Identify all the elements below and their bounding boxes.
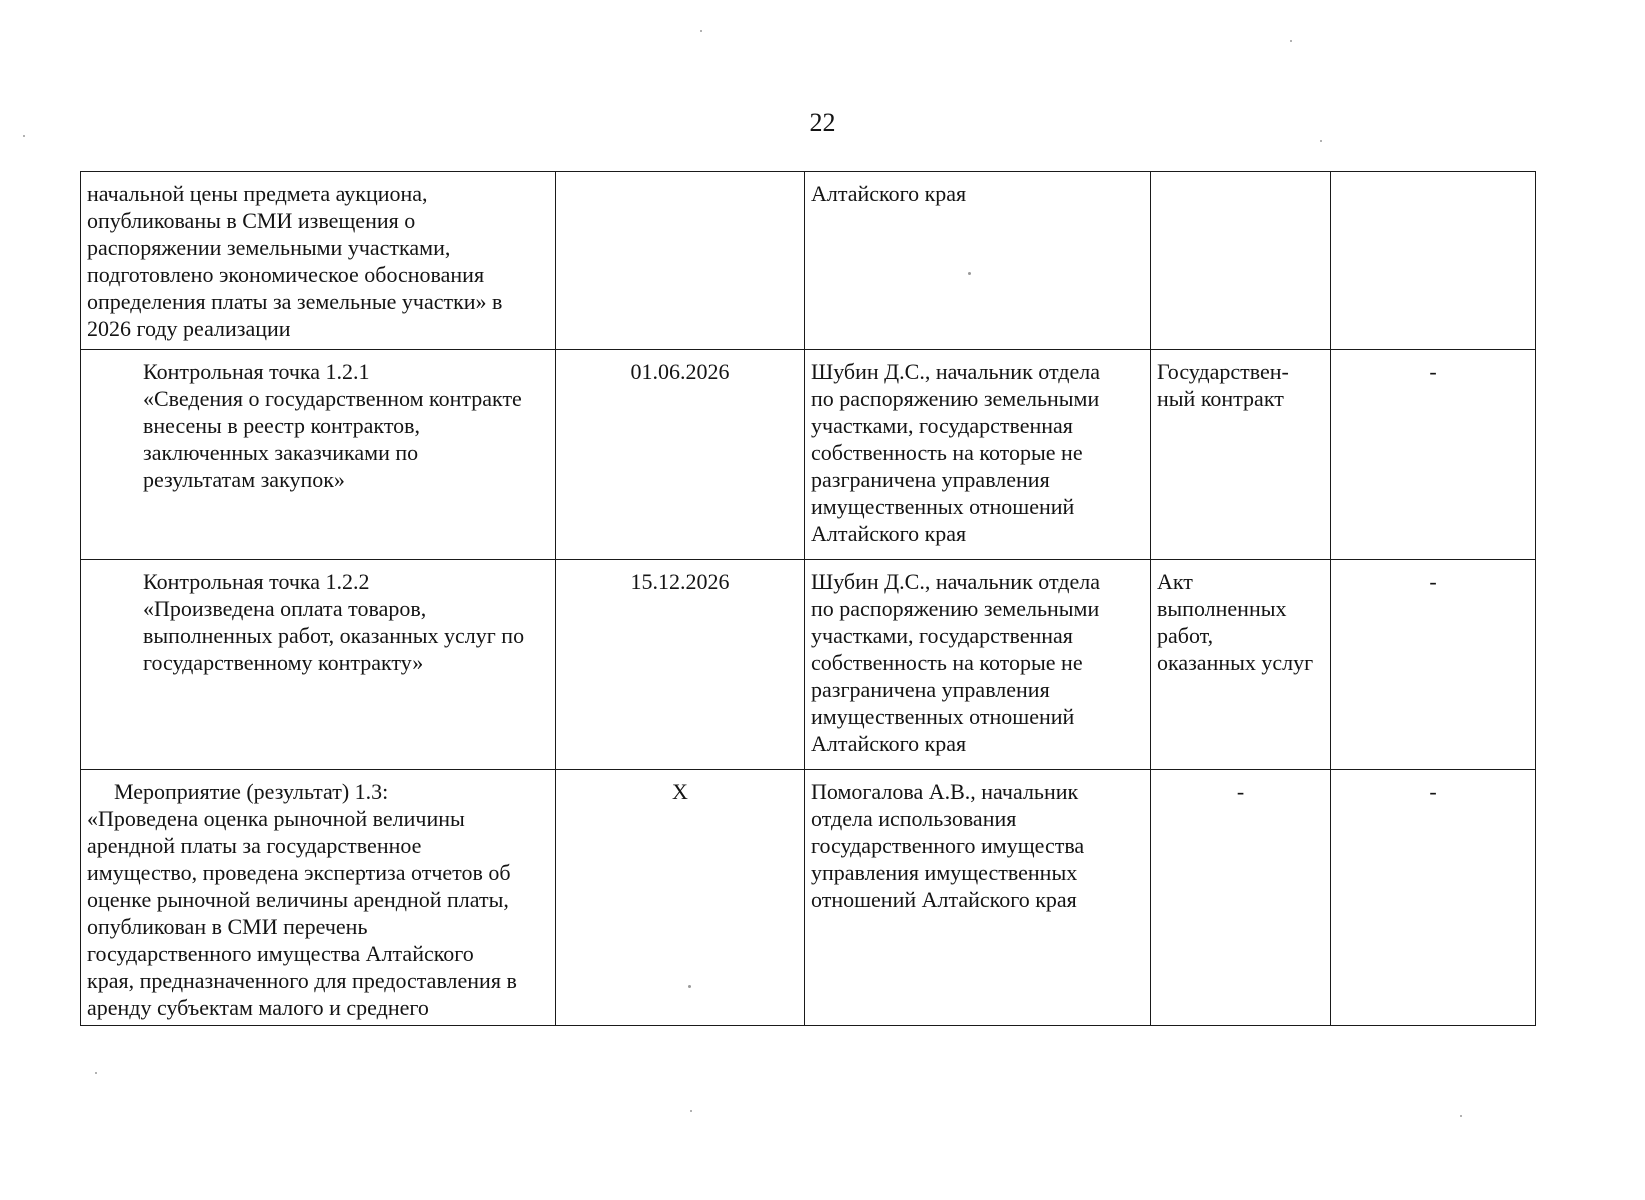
scan-speck bbox=[23, 135, 25, 137]
document-type-cell bbox=[1151, 172, 1331, 350]
responsible-cell: Шубин Д.С., начальник отдела по распоряжению земельными участками, государственная собственность на которые не разграничена управления имущественных отношений Алтайского края bbox=[805, 560, 1151, 770]
scan-speck bbox=[1290, 40, 1292, 42]
event-description-cell: Мероприятие (результат) 1.3: «Проведена оценка рыночной величины арендной платы за государственное имущество, проведена экспертиза отчетов об оценке рыночной величины арендной платы, опубликован в СМИ перечень государственного имущества Алтайского края, предназначенного для предоставления в аренду субъектам малого и среднего bbox=[81, 770, 556, 1026]
scan-speck bbox=[95, 1072, 97, 1074]
scan-speck bbox=[1460, 1115, 1462, 1117]
scan-speck bbox=[1320, 140, 1322, 142]
table-row bbox=[81, 770, 1536, 1026]
date-cell: 15.12.2026 bbox=[556, 560, 805, 770]
scan-speck bbox=[968, 272, 971, 275]
info-system-cell: - bbox=[1331, 770, 1536, 1026]
date-cell bbox=[556, 172, 805, 350]
page-number: 22 bbox=[809, 108, 836, 137]
info-system-cell: - bbox=[1331, 560, 1536, 770]
checkpoint-description-cell: Контрольная точка 1.2.1 «Сведения о государственном контракте внесены в реестр контрактов, заключенных заказчиками по результатам закупок» bbox=[81, 350, 556, 560]
document-type-cell: Государствен- ный контракт bbox=[1151, 350, 1331, 560]
info-system-cell: - bbox=[1331, 350, 1536, 560]
plan-table bbox=[80, 171, 1536, 1026]
scan-speck bbox=[700, 30, 702, 32]
document-type-cell: Акт выполненных работ, оказанных услуг bbox=[1151, 560, 1331, 770]
date-cell: X bbox=[556, 770, 805, 1026]
table-row bbox=[81, 350, 1536, 560]
date-cell: 01.06.2026 bbox=[556, 350, 805, 560]
scan-speck bbox=[688, 985, 691, 988]
document-type-cell: - bbox=[1151, 770, 1331, 1026]
info-system-cell bbox=[1331, 172, 1536, 350]
table-row bbox=[81, 560, 1536, 770]
table-row bbox=[81, 172, 1536, 350]
scan-speck bbox=[690, 1110, 692, 1112]
responsible-cell: Алтайского края bbox=[805, 172, 1151, 350]
event-description-cell: начальной цены предмета аукциона, опубликованы в СМИ извещения о распоряжении земельными участками, подготовлено экономическое обоснования определения платы за земельные участки» в 2026 году реализации bbox=[81, 172, 556, 350]
checkpoint-description-cell: Контрольная точка 1.2.2 «Произведена оплата товаров, выполненных работ, оказанных услуг по государственному контракту» bbox=[81, 560, 556, 770]
responsible-cell: Шубин Д.С., начальник отдела по распоряжению земельными участками, государственная собственность на которые не разграничена управления имущественных отношений Алтайского края bbox=[805, 350, 1151, 560]
responsible-cell: Помогалова А.В., начальник отдела использования государственного имущества управления имущественных отношений Алтайского края bbox=[805, 770, 1151, 1026]
